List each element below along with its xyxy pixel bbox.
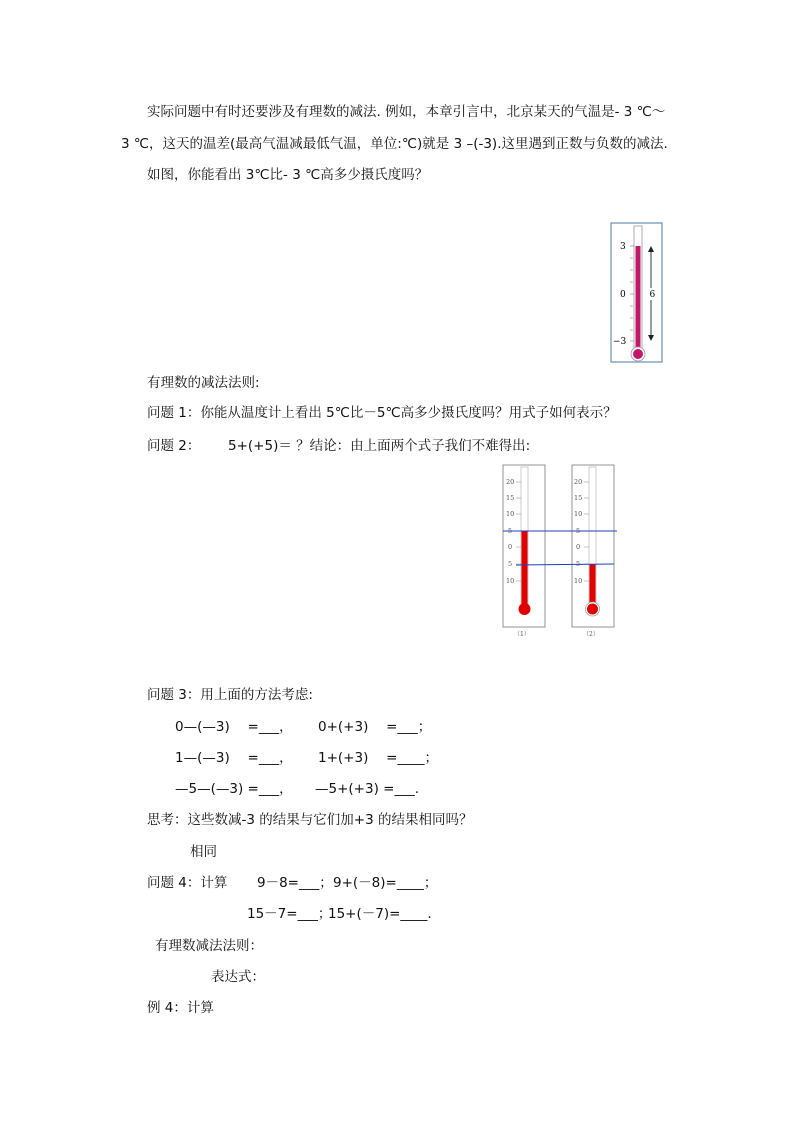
left-tick-0: 0 [508, 543, 513, 551]
think-question: 思考：这些数减-3 的结果与它们加+3 的结果相同吗？ [147, 812, 473, 828]
thermometer-liquid [636, 246, 641, 350]
q4-row2-b: 15+(－7)=____. [328, 906, 432, 922]
thermometer-small-svg [610, 222, 664, 364]
q3-row1-left: 0—(—3) =___， [175, 719, 293, 735]
left-tick-20: 20 [506, 478, 515, 486]
thermometer-bulb [633, 349, 643, 359]
right-tick-5: 5 [576, 527, 581, 535]
right-bulb [587, 604, 598, 615]
question-2-label: 问题 2： [147, 438, 201, 454]
intro-line-3: 如图，你能看出 3℃比- 3 ℃高多少摄氏度吗？ [147, 167, 429, 183]
q3-row2-right: 1+(+3) =____； [318, 750, 438, 766]
left-tick-5: 5 [508, 527, 513, 535]
subtraction-rule: 有理数减法法则： [155, 938, 263, 954]
q3-row1-right: 0+(+3) =___； [318, 719, 432, 735]
tick-label-0: 0 [620, 290, 626, 300]
q3-row2-left: 1—(—3) =___， [175, 750, 293, 766]
left-bulb [519, 603, 531, 615]
thermometer-pair-figure [500, 463, 620, 641]
q3-row3-left: —5—(—3) =___， [175, 781, 293, 797]
thermometer-pair-svg [500, 463, 620, 641]
q4-row1-b: 9+(－8)=____； [333, 875, 438, 891]
think-answer: 相同 [190, 844, 217, 860]
left-tick-15: 15 [506, 494, 515, 502]
left-caption: （1） [514, 631, 530, 638]
q4-row1-a: 9－8=___； [257, 875, 333, 891]
expression-label: 表达式： [211, 969, 265, 985]
left-liquid [522, 531, 528, 607]
right-tick-15: 15 [574, 494, 583, 502]
left-tick-minus-10: 10 [506, 577, 515, 585]
right-tick-minus-10: 10 [574, 577, 583, 585]
right-tick-20: 20 [574, 478, 583, 486]
left-tick-minus-5: 5 [508, 560, 513, 568]
question-2-expression: 5+(+5)＝ ？结论：由上面两个式子我们不难得出: [228, 438, 531, 454]
question-4-label: 问题 4：计算 [147, 875, 228, 891]
tick-label-minus-3: −3 [613, 337, 627, 347]
q4-row2-a: 15－7=___； [247, 906, 332, 922]
example-4: 例 4：计算 [147, 1000, 214, 1016]
q3-row3-right: —5+(+3) =___. [315, 781, 419, 797]
tick-label-3: 3 [620, 242, 626, 252]
question-1: 问题 1：你能从温度计上看出 5℃比－5℃高多少摄氏度吗？用式子如何表示？ [147, 405, 617, 421]
right-tick-10: 10 [574, 510, 583, 518]
difference-label: 6 [649, 290, 656, 300]
right-caption: （2） [583, 631, 599, 638]
left-tick-10: 10 [506, 510, 515, 518]
intro-line-1: 实际问题中有时还要涉及有理数的减法. 例如，本章引言中，北京某天的气温是- 3 ℃～ [147, 104, 666, 120]
thermometer-figure-small [610, 222, 664, 364]
rule-heading: 有理数的减法法则: [147, 375, 260, 391]
right-liquid [590, 564, 596, 607]
intro-line-2: 3 ℃，这天的温差(最高气温减最低气温，单位:℃)就是 3 –(-3).这里遇到正数与负数的减法. [121, 136, 668, 152]
right-tick-0: 0 [576, 543, 581, 551]
question-3-label: 问题 3：用上面的方法考虑: [147, 687, 313, 703]
